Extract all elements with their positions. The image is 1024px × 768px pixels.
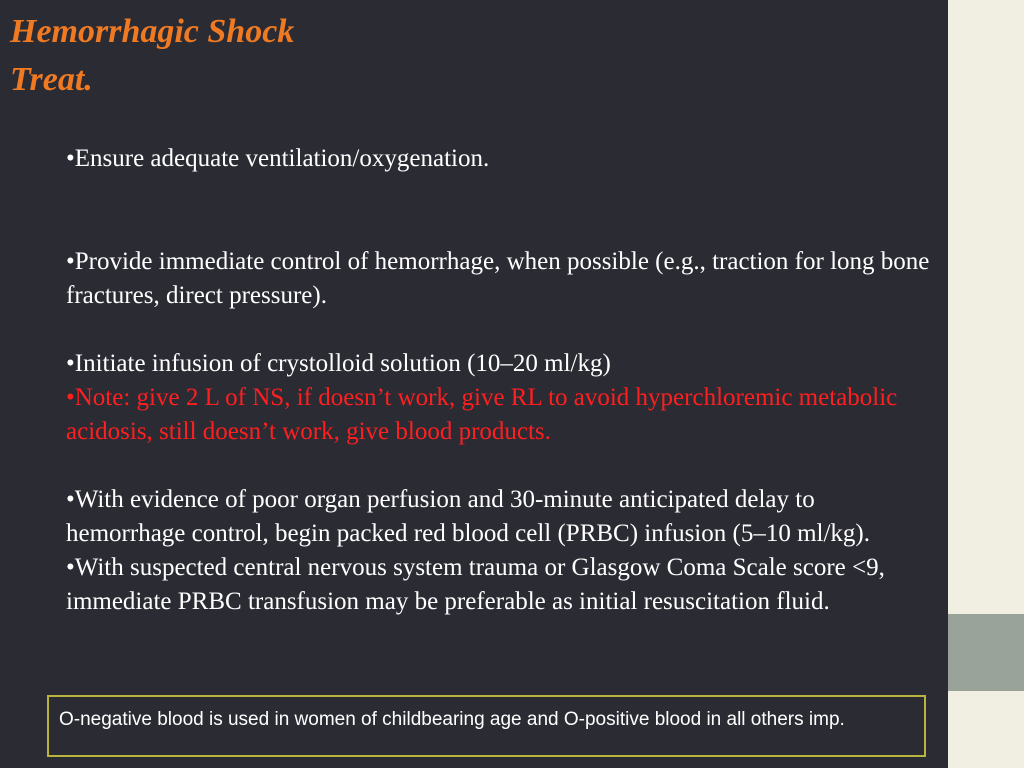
bullet-infusion: •Initiate infusion of crystolloid solution (10–20 ml/kg) <box>66 350 611 377</box>
bullet-ventilation: •Ensure adequate ventilation/oxygenation. <box>66 145 490 172</box>
bullet-list <box>66 142 938 619</box>
bullet-note: •Note: give 2 L of NS, if doesn’t work, give RL to avoid hyperchloremic metabolic acidosis, still doesn’t work, give blood products. <box>66 384 898 445</box>
title-line-2: Treat. <box>10 61 93 98</box>
note-box-text: O-negative blood is used in women of childbearing age and O-positive blood in all others imp. <box>59 709 845 730</box>
bullet-cns-trauma: •With suspected central nervous system trauma or Glasgow Coma Scale score <9, immediate PRBC transfusion may be preferable as initial resuscitation fluid. <box>66 554 885 615</box>
bullet-hemorrhage-control: •Provide immediate control of hemorrhage, when possible (e.g., traction for long bone fractures, direct pressure). <box>66 248 930 309</box>
note-box <box>47 695 926 757</box>
bullet-prbc-infusion: •With evidence of poor organ perfusion and 30-minute anticipated delay to hemorrhage control, begin packed red blood cell (PRBC) infusion (5–10 ml/kg). <box>66 486 870 547</box>
side-panel <box>948 0 1024 768</box>
slide-title <box>10 8 294 104</box>
title-line-1: Hemorrhagic Shock <box>10 13 295 50</box>
side-accent-block <box>948 614 1024 691</box>
